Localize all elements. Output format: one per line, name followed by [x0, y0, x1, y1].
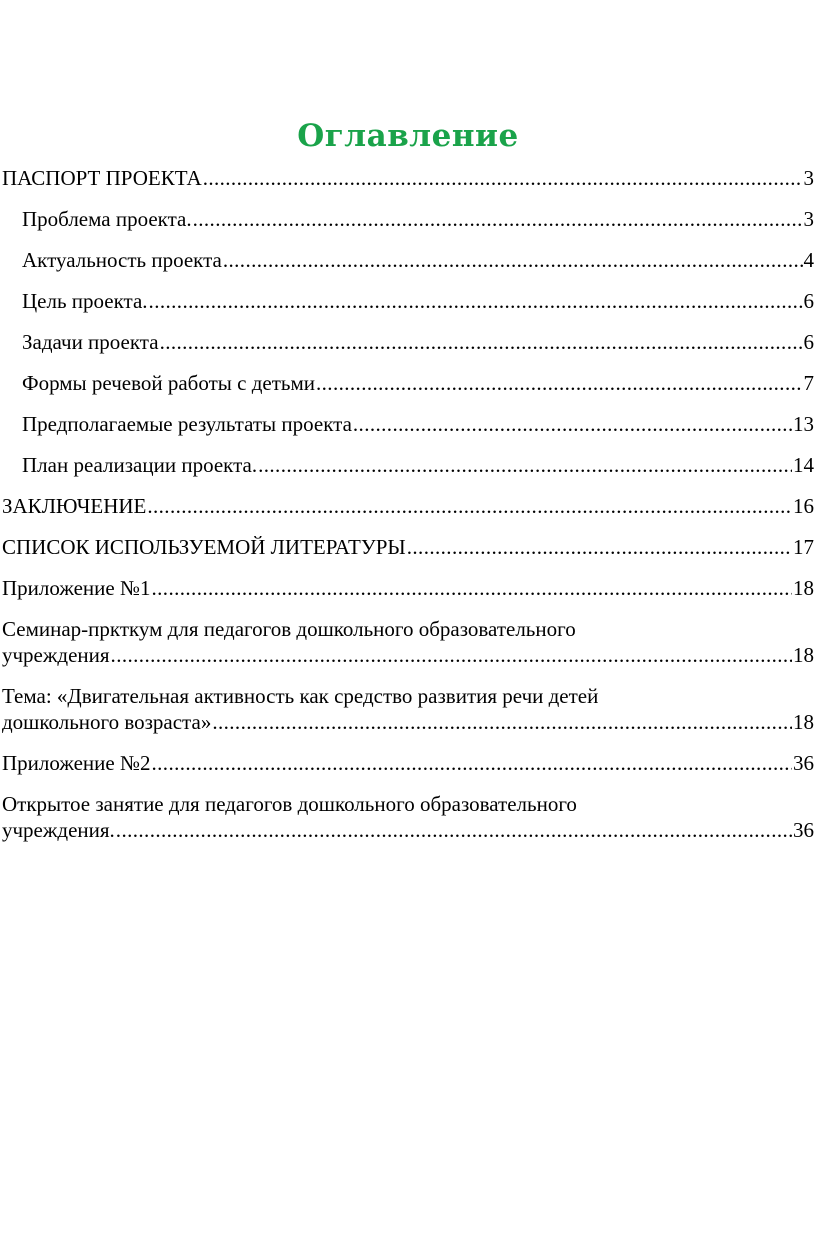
- toc-entry-page: 18: [793, 710, 814, 734]
- toc-entry-page: 17: [793, 535, 814, 559]
- dot-leader: [258, 452, 792, 478]
- toc-entry[interactable]: [2, 750, 814, 791]
- toc-entry-text: Формы речевой работы с детьми: [22, 371, 315, 395]
- toc-entry[interactable]: [2, 575, 814, 616]
- toc-entry-page: 18: [793, 576, 814, 600]
- toc-entry[interactable]: [2, 206, 814, 247]
- dot-leader: [223, 247, 803, 273]
- dot-leader: [203, 165, 803, 191]
- toc-entry-text: Цель проекта.: [22, 289, 148, 313]
- dot-leader: [111, 642, 792, 668]
- toc-entry[interactable]: [2, 329, 814, 370]
- toc-entry-text: ЗАКЛЮЧЕНИЕ: [2, 494, 147, 518]
- toc-entry-text: СПИСОК ИСПОЛЬЗУЕМОЙ ЛИТЕРАТУРЫ: [2, 535, 406, 559]
- dot-leader: [407, 534, 792, 560]
- toc-entry[interactable]: [2, 370, 814, 411]
- toc-entry[interactable]: [2, 534, 814, 575]
- toc-entry[interactable]: [2, 411, 814, 452]
- toc-entry[interactable]: [2, 683, 814, 750]
- toc-entry[interactable]: [2, 288, 814, 329]
- toc-entry-text: План реализации проекта.: [22, 453, 258, 477]
- toc-entry-text: дошкольного возраста»: [2, 710, 212, 734]
- dot-leader: [149, 288, 803, 314]
- dot-leader: [193, 206, 803, 232]
- toc-entry-page: 36: [793, 818, 814, 842]
- toc-entry-first-line: Семинар-пркткум для педагогов дошкольного образовательного: [2, 617, 576, 641]
- dot-leader: [152, 750, 793, 776]
- toc-entry-page: 3: [803, 207, 814, 231]
- toc-entry-text: Задачи проекта: [22, 330, 159, 354]
- toc-entry-text: Актуальность проекта: [22, 248, 222, 272]
- toc-entry[interactable]: [2, 247, 814, 288]
- toc-entry-page: 14: [793, 453, 814, 477]
- toc-entry-text: Проблема проекта.: [22, 207, 192, 231]
- toc-entry[interactable]: [2, 452, 814, 493]
- toc-entry-text: учреждения: [2, 643, 110, 667]
- toc-title: Оглавление: [297, 118, 519, 154]
- dot-leader: [212, 709, 792, 735]
- toc-entry-page: 16: [793, 494, 814, 518]
- toc-entry-page: 13: [793, 412, 814, 436]
- toc-entry-page: 18: [793, 643, 814, 667]
- toc-entry-text: Приложение №1: [2, 576, 151, 600]
- toc-entry-page: 4: [803, 248, 814, 272]
- toc-entry-text: ПАСПОРТ ПРОЕКТА: [2, 166, 202, 190]
- toc-entry-text: учреждения.: [2, 818, 115, 842]
- toc-entry[interactable]: [2, 791, 814, 858]
- toc-entry-page: 7: [803, 371, 814, 395]
- toc-entry-page: 36: [793, 751, 814, 775]
- toc-entry[interactable]: [2, 493, 814, 534]
- toc-entry[interactable]: [2, 616, 814, 683]
- toc-entry-page: 6: [803, 330, 814, 354]
- toc-entry-page: 6: [803, 289, 814, 313]
- dot-leader: [152, 575, 793, 601]
- dot-leader: [147, 493, 792, 519]
- dot-leader: [353, 411, 792, 437]
- dot-leader: [160, 329, 803, 355]
- toc-entry-page: 3: [803, 166, 814, 190]
- toc-entry-text: Приложение №2: [2, 751, 151, 775]
- table-of-contents: [2, 165, 814, 858]
- toc-entry-first-line: Тема: «Двигательная активность как средство развития речи детей: [2, 684, 599, 708]
- dot-leader: [316, 370, 803, 396]
- toc-entry[interactable]: [2, 165, 814, 206]
- toc-entry-text: Предполагаемые результаты проекта: [22, 412, 352, 436]
- toc-entry-first-line: Открытое занятие для педагогов дошкольного образовательного: [2, 792, 577, 816]
- dot-leader: [116, 817, 792, 843]
